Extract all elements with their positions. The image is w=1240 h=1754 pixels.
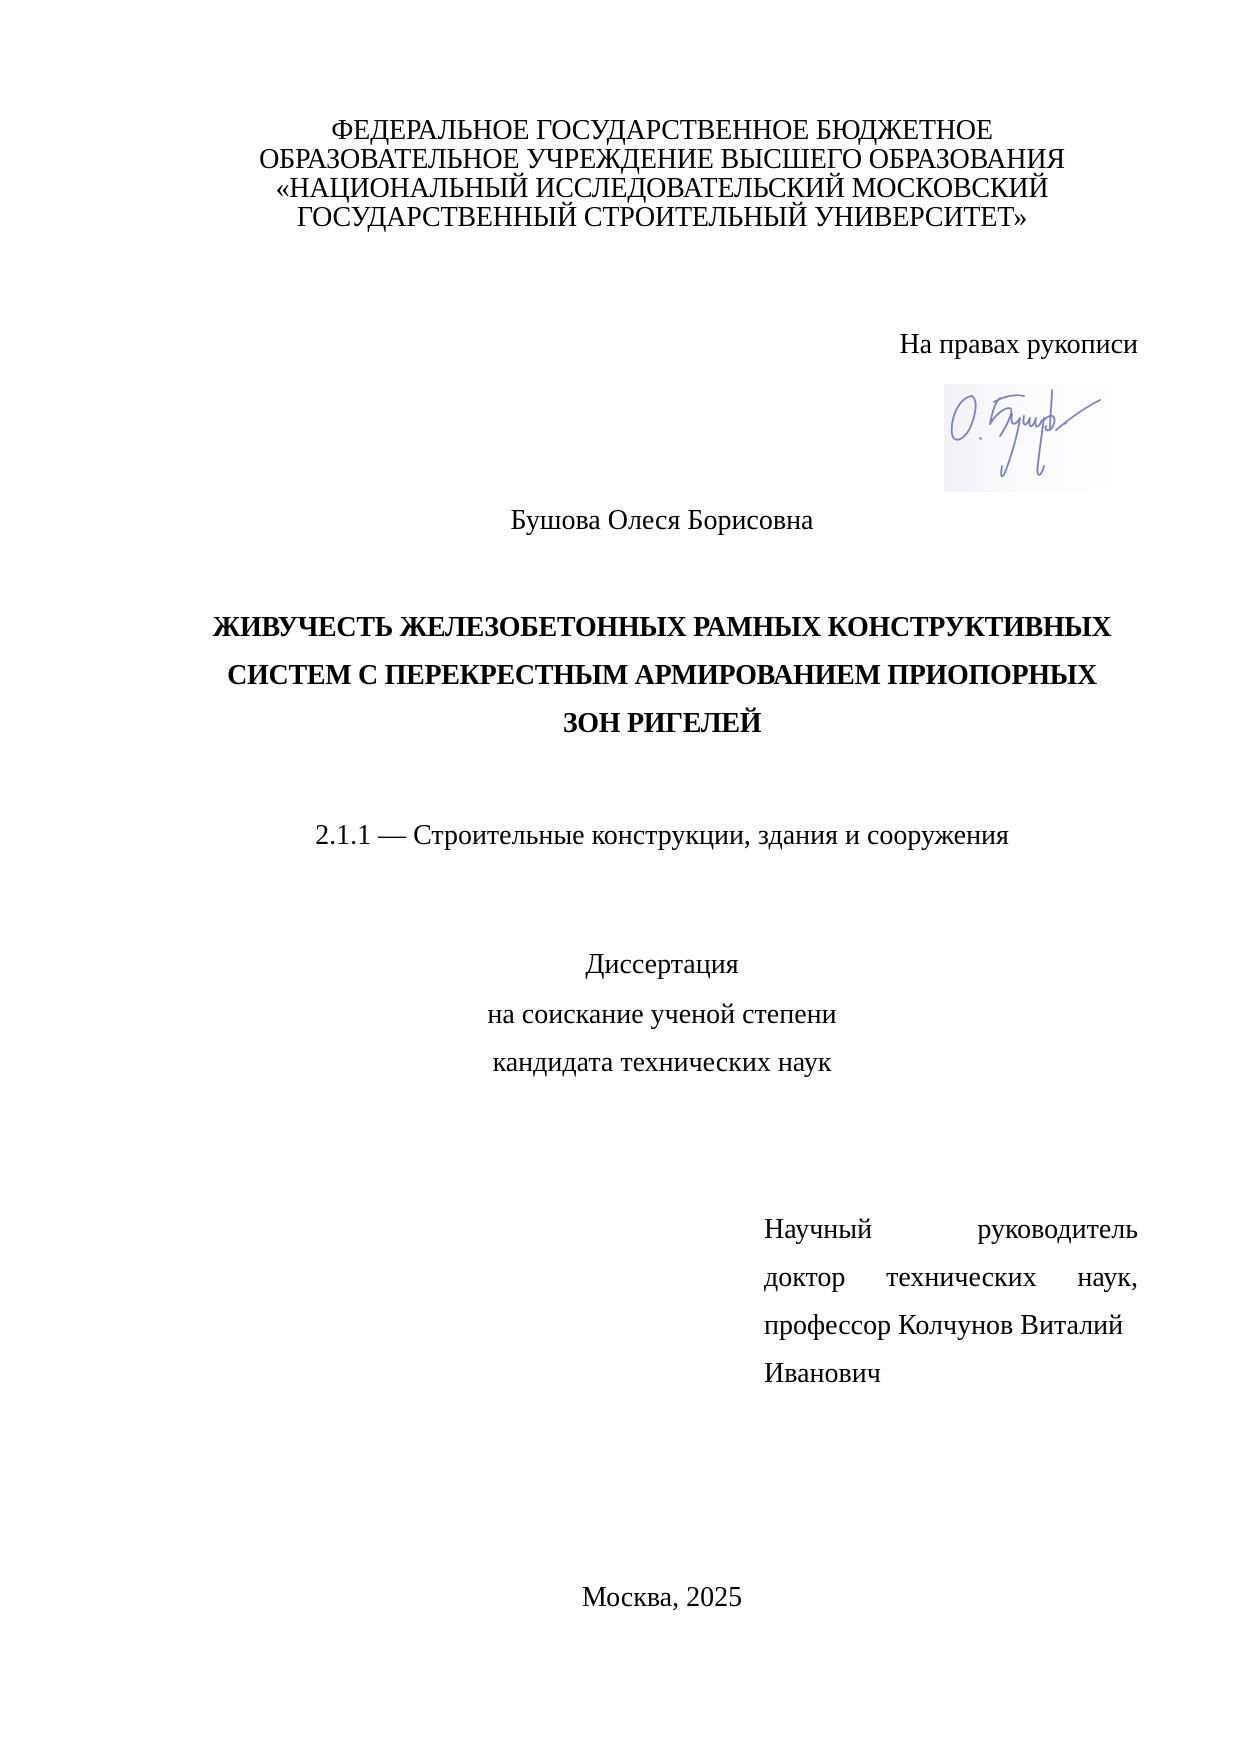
- supervisor-line-1: [764, 1214, 1138, 1246]
- institution-line-2: ОБРАЗОВАТЕЛЬНОЕ УЧРЕЖДЕНИЕ ВЫСШЕГО ОБРАЗОВАНИЯ: [259, 144, 1065, 175]
- degree-line-2: на соискание ученой степени: [487, 999, 837, 1030]
- supervisor-line-2: [764, 1262, 1138, 1294]
- institution-line-1: ФЕДЕРАЛЬНОЕ ГОСУДАРСТВЕННОЕ БЮДЖЕТНОЕ: [331, 115, 993, 146]
- supervisor-word: технических: [886, 1262, 1037, 1293]
- signature-icon: [944, 384, 1126, 492]
- degree-line-3: кандидата технических наук: [492, 1047, 832, 1078]
- page-content: [186, 0, 1138, 1754]
- author-name: Бушова Олеся Борисовна: [510, 505, 814, 536]
- supervisor-word: Научный: [764, 1214, 873, 1245]
- manuscript-note: На правах рукописи: [899, 329, 1138, 360]
- degree-line-1: Диссертация: [585, 949, 739, 980]
- institution-line-3: «НАЦИОНАЛЬНЫЙ ИССЛЕДОВАТЕЛЬСКИЙ МОСКОВСКИЙ: [275, 173, 1049, 204]
- institution-line-4: ГОСУДАРСТВЕННЫЙ СТРОИТЕЛЬНЫЙ УНИВЕРСИТЕТ»: [296, 202, 1028, 233]
- place-year: Москва, 2025: [581, 1582, 743, 1613]
- supervisor-line-4: Иванович: [764, 1358, 881, 1389]
- signature-image: [944, 384, 1126, 492]
- supervisor-line-3: профессор Колчунов Виталий: [764, 1310, 1124, 1341]
- title-line-1: ЖИВУЧЕСТЬ ЖЕЛЕЗОБЕТОННЫХ РАМНЫХ КОНСТРУКТИВНЫХ: [212, 612, 1112, 643]
- title-line-2: СИСТЕМ С ПЕРЕКРЕСТНЫМ АРМИРОВАНИЕМ ПРИОПОРНЫХ: [227, 660, 1097, 691]
- supervisor-word: доктор: [764, 1262, 846, 1293]
- supervisor-word: руководитель: [977, 1214, 1138, 1245]
- title-line-3: ЗОН РИГЕЛЕЙ: [562, 708, 762, 739]
- supervisor-word: наук,: [1077, 1262, 1138, 1293]
- specialty-code: 2.1.1 — Строительные конструкции, здания и сооружения: [315, 820, 1009, 851]
